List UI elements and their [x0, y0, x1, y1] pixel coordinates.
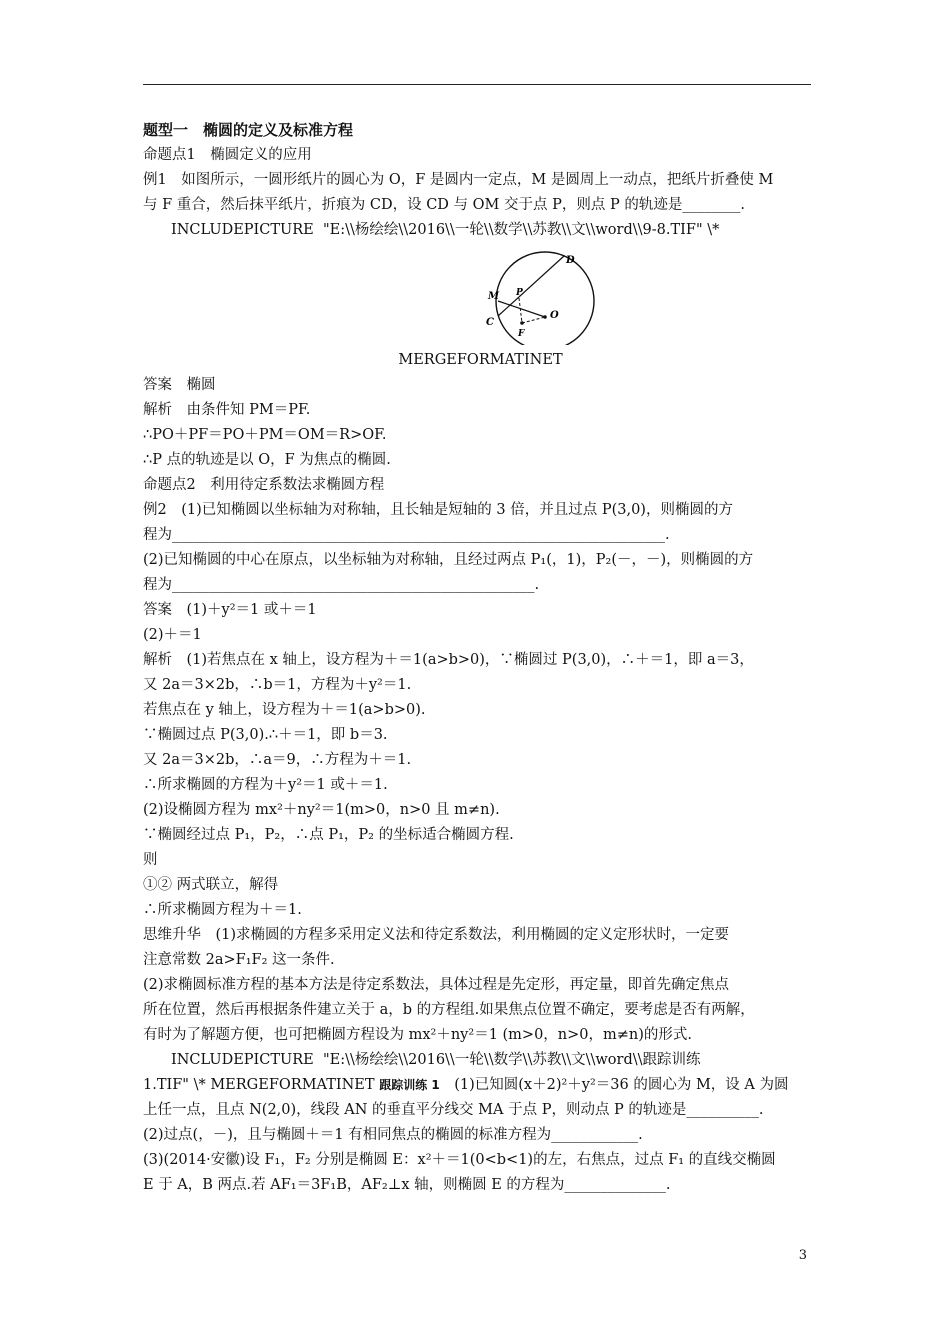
subsection-title-1: 命题点1 椭圆定义的应用 [143, 147, 312, 163]
include-picture-field-2: INCLUDEPICTURE "E:\\杨绘绘\\2016\\一轮\\数学\\苏教\\文\\word\\跟踪训练 [171, 1052, 701, 1068]
crease-line-cd [498, 256, 564, 316]
analysis2-line5: 又 2a＝3×2b，∴a＝9，∴方程为＋＝1. [143, 752, 412, 768]
thinking-line1: 思维升华 (1)求椭圆的方程多采用定义法和待定系数法，利用椭圆的定义定形状时，一定要 [143, 927, 730, 943]
analysis2-line4: ∵椭圆过点 P(3,0).∴＋＝1，即 b＝3. [143, 727, 388, 743]
tracking-line4: (3)(2014·安徽)设 F₁，F₂ 分别是椭圆 E：x²＋＝1(0<b<1)的左，右焦点，过点 F₁ 的直线交椭圆 [143, 1152, 776, 1168]
segment-fo [522, 317, 545, 323]
example2-line2: 程为____________________________________________________________________. [143, 527, 670, 543]
section-title: 题型一 椭圆的定义及标准方程 [143, 121, 354, 139]
label-f: F [518, 329, 525, 339]
page-number: 3 [798, 1248, 807, 1263]
label-c: C [486, 317, 494, 328]
segment-pf [519, 298, 522, 323]
example1-line1: 例1 如图所示，一圆形纸片的圆心为 O，F 是圆内一定点，M 是圆周上一动点，把纸片折叠使 M [143, 172, 774, 188]
tracking-line3: (2)过点(，－)，且与椭圆＋＝1 有相同焦点的椭圆的标准方程为____________. [143, 1127, 643, 1143]
analysis2-line3: 若焦点在 y 轴上，设方程为＋＝1(a>b>0). [143, 702, 426, 718]
answer2-line2: (2)＋＝1 [143, 627, 202, 643]
answer-1: 答案 椭圆 [143, 377, 216, 393]
analysis1-line3: ∴P 点的轨迹是以 O，F 为焦点的椭圆. [143, 452, 391, 468]
tracking-line5: E 于 A，B 两点.若 AF₁＝3F₁B，AF₂⊥x 轴，则椭圆 E 的方程为______________. [143, 1177, 671, 1193]
tracking-q1-start: (1)已知圆(x＋2)²＋y²＝36 的圆心为 M，设 A 为圆 [439, 1077, 789, 1093]
header-rule [143, 84, 811, 85]
label-m: M [488, 291, 500, 302]
label-p: P [516, 288, 523, 298]
tracking-field-prefix: 1.TIF" \* MERGEFORMATINET [143, 1077, 380, 1093]
analysis2-line9: 则 [143, 852, 158, 868]
subsection-title-2: 命题点2 利用待定系数法求椭圆方程 [143, 477, 385, 493]
analysis1-line2: ∴PO＋PF＝PO＋PM＝OM＝R>OF. [143, 427, 387, 443]
merge-format-field-1: MERGEFORMATINET [398, 352, 563, 368]
analysis2-line6: ∴所求椭圆的方程为＋y²＝1 或＋＝1. [143, 777, 388, 793]
label-d: D [566, 255, 575, 266]
example2-line3: (2)已知椭圆的中心在原点，以坐标轴为对称轴，且经过两点 P₁(，1)，P₂(－，－)，则椭圆的方 [143, 552, 754, 568]
tracking-line1 [143, 1073, 818, 1098]
ellipse-fold-figure [482, 247, 607, 345]
thinking-line2: 注意常数 2a>F₁F₂ 这一条件. [143, 952, 335, 968]
tracking-line2: 上任一点，且点 N(2,0)，线段 AN 的垂直平分线交 MA 于点 P，则动点 P 的轨迹是__________. [143, 1102, 764, 1118]
thinking-line3: (2)求椭圆标准方程的基本方法是待定系数法，具体过程是先定形，再定量，即首先确定焦点 [143, 977, 730, 993]
analysis2-line1: 解析 (1)若焦点在 x 轴上，设方程为＋＝1(a>b>0)，∵椭圆过 P(3,0)，∴＋＝1，即 a＝3， [143, 652, 754, 668]
tracking-badge: 跟踪训练 1 [379, 1078, 440, 1092]
include-picture-field-1: INCLUDEPICTURE "E:\\杨绘绘\\2016\\一轮\\数学\\苏教\\文\\word\\9-8.TIF" \* [171, 222, 720, 238]
center-dot [543, 315, 547, 319]
label-o: O [550, 310, 559, 321]
analysis2-line2: 又 2a＝3×2b，∴b＝1，方程为＋y²＝1. [143, 677, 412, 693]
thinking-line4: 所在位置，然后再根据条件建立关于 a，b 的方程组.如果焦点位置不确定，要考虑是否有两解， [143, 1002, 755, 1018]
example2-line1: 例2 (1)已知椭圆以坐标轴为对称轴，且长轴是短轴的 3 倍，并且过点 P(3,0)，则椭圆的方 [143, 502, 733, 518]
analysis2-line11: ∴所求椭圆方程为＋＝1. [143, 902, 302, 918]
analysis1-line1: 解析 由条件知 PM＝PF. [143, 402, 311, 418]
example2-line4: 程为__________________________________________________. [143, 577, 540, 593]
answer2-line1: 答案 (1)＋y²＝1 或＋＝1 [143, 602, 317, 618]
paper-circle [496, 252, 594, 345]
document-body [143, 118, 818, 1198]
analysis2-line10: ①② 两式联立，解得 [143, 877, 279, 893]
example1-line2: 与 F 重合，然后抹平纸片，折痕为 CD，设 CD 与 OM 交于点 P，则点 P 的轨迹是________. [143, 197, 745, 213]
analysis2-line7: (2)设椭圆方程为 mx²＋ny²＝1(m>0，n>0 且 m≠n). [143, 802, 500, 818]
thinking-line5: 有时为了解题方便，也可把椭圆方程设为 mx²＋ny²＝1 (m>0，n>0，m≠n)的形式. [143, 1027, 693, 1043]
figure-spacer [143, 243, 818, 348]
focus-dot [520, 321, 524, 325]
analysis2-line8: ∵椭圆经过点 P₁，P₂，∴点 P₁，P₂ 的坐标适合椭圆方程. [143, 827, 514, 843]
